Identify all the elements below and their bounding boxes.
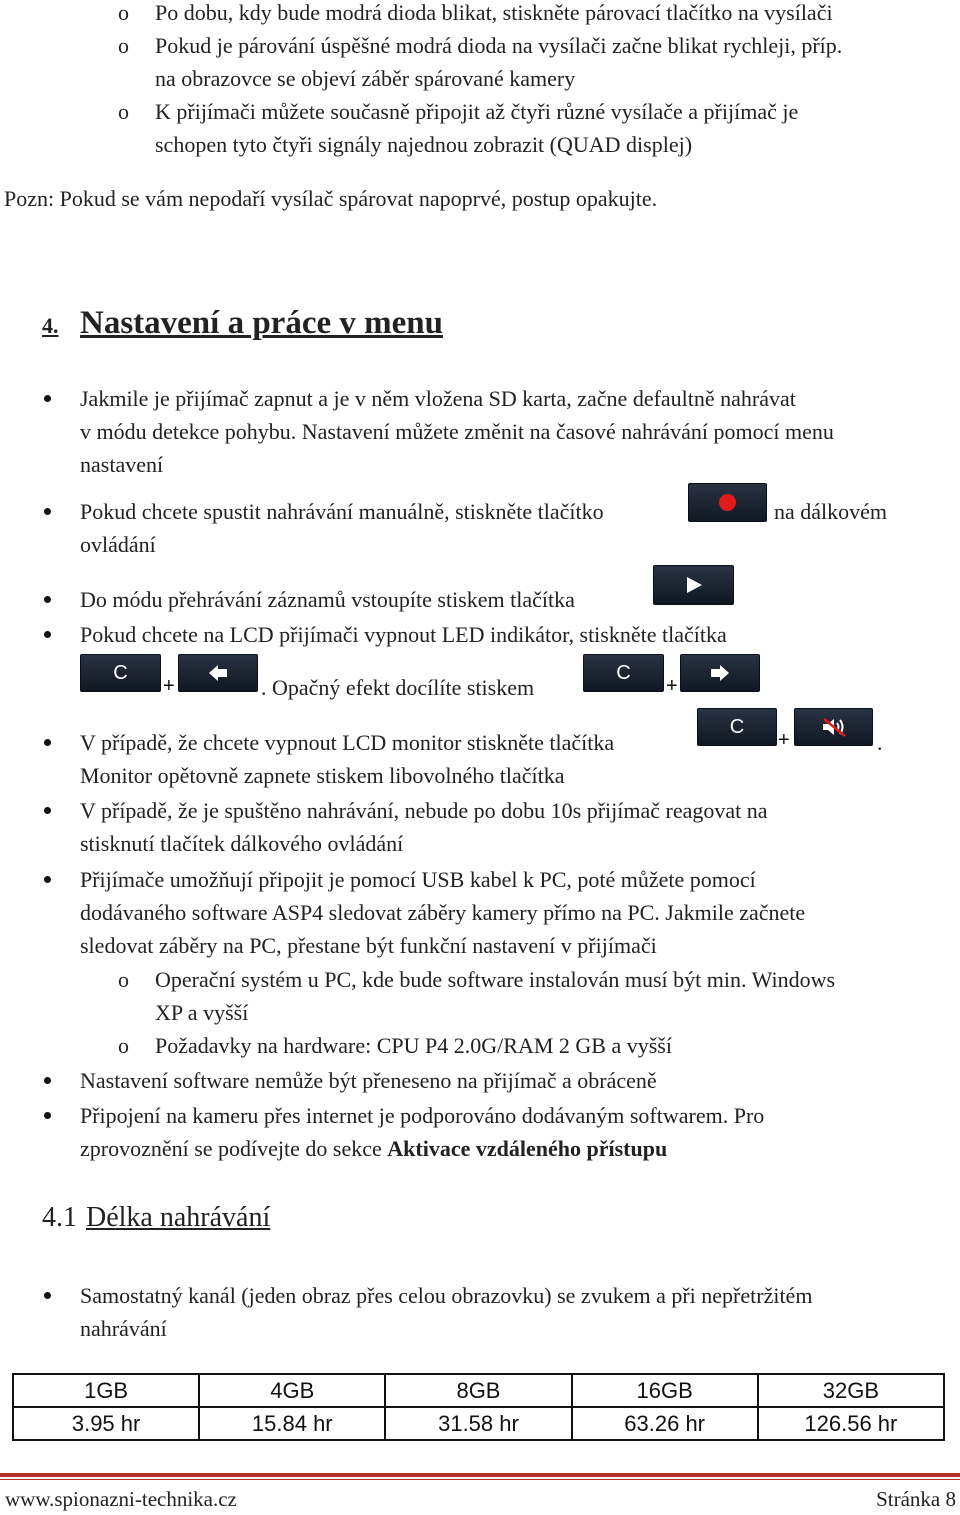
bullet-text: Připojení na kameru přes internet je podporováno dodávaným softwarem. Pro	[80, 1103, 765, 1128]
table-cell: 16GB	[572, 1374, 758, 1407]
play-button-image	[653, 565, 734, 605]
bullet-text-plain: zprovoznění se podívejte do sekce	[80, 1136, 382, 1161]
table-row	[13, 1407, 944, 1440]
table-row	[13, 1374, 944, 1407]
page-number: Stránka 8	[876, 1487, 956, 1511]
list-item: schopen tyto čtyři signály najednou zobrazit (QUAD displej)	[155, 132, 693, 157]
table-cell: 3.95 hr	[13, 1407, 199, 1440]
bullet-dot	[44, 1292, 51, 1299]
table-cell: 63.26 hr	[572, 1407, 758, 1440]
plus-sign: +	[778, 729, 790, 751]
c-button-image	[583, 654, 664, 692]
speaker-muted-icon	[821, 716, 847, 738]
bullet-text: .	[877, 730, 883, 755]
table-cell: 31.58 hr	[385, 1407, 571, 1440]
bullet-text: Samostatný kanál (jeden obraz přes celou obrazovku) se zvukem a při nepřetržitém	[80, 1283, 813, 1308]
list-marker: o	[118, 1033, 129, 1058]
list-item: XP a vyšší	[155, 1000, 249, 1025]
bullet-text: Přijímače umožňují připojit je pomocí USB kabel k PC, poté můžete pomocí	[80, 867, 756, 892]
bullet-dot	[44, 508, 51, 515]
footer-url: www.spionazni-technika.cz	[5, 1487, 237, 1511]
table-cell: 126.56 hr	[758, 1407, 944, 1440]
bullet-text: Monitor opětovně zapnete stiskem libovolného tlačítka	[80, 763, 565, 788]
list-item: Po dobu, kdy bude modrá dioda blikat, stiskněte párovací tlačítko na vysílači	[155, 0, 833, 25]
bullet-dot	[44, 596, 51, 603]
footer-divider	[0, 1479, 960, 1480]
recording-length-table	[12, 1373, 945, 1441]
bullet-text: ovládání	[80, 532, 156, 557]
table-cell: 32GB	[758, 1374, 944, 1407]
bullet-dot	[44, 739, 51, 746]
list-marker: o	[118, 99, 129, 124]
bullet-dot	[44, 1077, 51, 1084]
bullet-dot	[44, 1112, 51, 1119]
c-label: C	[729, 715, 745, 738]
bullet-text: . Opačný efekt docílíte stiskem	[261, 675, 535, 700]
subsection-number: 4.1	[42, 1202, 77, 1233]
bullet-text: Pokud chcete na LCD přijímači vypnout LED indikátor, stiskněte tlačítka	[80, 622, 727, 647]
c-button-image	[697, 708, 777, 746]
c-label: C	[113, 661, 128, 684]
list-item: K přijímači můžete současně připojit až čtyři různé vysílače a přijímač je	[155, 99, 799, 124]
record-icon	[719, 494, 736, 511]
plus-sign: +	[666, 675, 678, 697]
bullet-dot	[44, 876, 51, 883]
bullet-text: V případě, že chcete vypnout LCD monitor stiskněte tlačítka	[80, 730, 615, 755]
bullet-text: V případě, že je spuštěno nahrávání, nebude po dobu 10s přijímač reagovat na	[80, 798, 768, 823]
bullet-text: Jakmile je přijímač zapnut a je v něm vložena SD karta, začne defaultně nahrávat	[80, 386, 796, 411]
list-item: Požadavky na hardware: CPU P4 2.0G/RAM 2 GB a vyšší	[155, 1033, 672, 1058]
bullet-text: sledovat záběry na PC, přestane být funkční nastavení v přijímači	[80, 933, 657, 958]
bullet-dot	[44, 395, 51, 402]
bullet-text: Nastavení software nemůže být přeneseno na přijímač a obráceně	[80, 1068, 657, 1093]
bullet-text: Pokud chcete spustit nahrávání manuálně, stiskněte tlačítko	[80, 499, 604, 524]
record-button-image	[688, 483, 767, 522]
table-cell: 15.84 hr	[199, 1407, 385, 1440]
footer-divider	[0, 1473, 960, 1477]
left-button-image	[178, 654, 258, 692]
list-marker: o	[118, 0, 129, 25]
c-label: C	[616, 661, 631, 684]
mute-button-image	[794, 708, 873, 746]
table-cell: 1GB	[13, 1374, 199, 1407]
list-marker: o	[118, 33, 129, 58]
section-number: 4.	[42, 313, 59, 338]
bullet-dot	[44, 631, 51, 638]
bullet-text: dodávaného software ASP4 sledovat záběry kamery přímo na PC. Jakmile začnete	[80, 900, 806, 925]
bullet-text: nahrávání	[80, 1316, 167, 1341]
list-item: Pokud je párování úspěšné modrá dioda na vysílači začne blikat rychleji, příp.	[155, 33, 843, 58]
arrow-left-icon	[207, 663, 229, 683]
note-text: Pozn: Pokud se vám nepodaří vysílač spárovat napoprvé, postup opakujte.	[4, 186, 658, 211]
subsection-title: Délka nahrávání	[86, 1202, 271, 1233]
bullet-text: v módu detekce pohybu. Nastavení můžete změnit na časové nahrávání pomocí menu	[80, 419, 834, 444]
arrow-right-icon	[709, 663, 731, 683]
bullet-text: stisknutí tlačítek dálkového ovládání	[80, 831, 404, 856]
table-cell: 8GB	[385, 1374, 571, 1407]
bullet-text: na dálkovém	[774, 499, 888, 524]
bullet-text: Do módu přehrávání záznamů vstoupíte stiskem tlačítka	[80, 587, 575, 612]
list-item: Operační systém u PC, kde bude software instalován musí být min. Windows	[155, 967, 836, 992]
section-title: Nastavení a práce v menu	[80, 305, 443, 341]
c-button-image	[80, 654, 161, 692]
bullet-text	[80, 1136, 667, 1162]
bullet-text: nastavení	[80, 452, 164, 477]
list-item: na obrazovce se objeví záběr spárované kamery	[155, 66, 576, 91]
right-button-image	[680, 654, 760, 692]
play-icon	[684, 575, 704, 595]
remote-access-reference: Aktivace vzdáleného přístupu	[387, 1136, 668, 1161]
table-cell: 4GB	[199, 1374, 385, 1407]
bullet-dot	[44, 807, 51, 814]
plus-sign: +	[163, 675, 175, 697]
list-marker: o	[118, 967, 129, 992]
